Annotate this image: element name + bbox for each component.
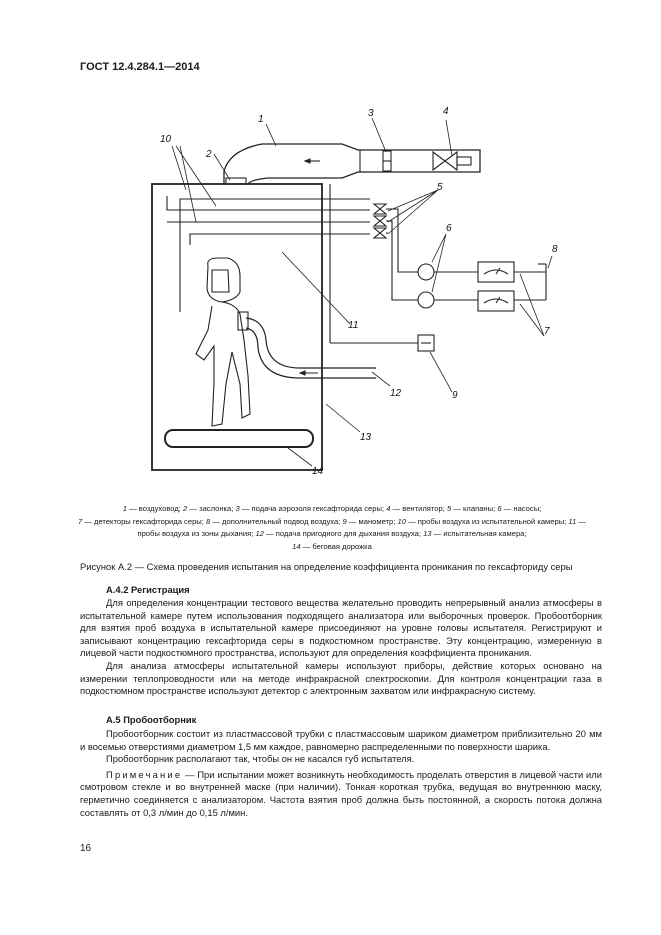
detector-1 xyxy=(478,262,514,282)
legend-item: 2 — заслонка; xyxy=(183,504,234,513)
callout-14: 14 xyxy=(312,466,324,477)
legend-item: 11 — пробы воздуха из зоны дыхания; xyxy=(137,516,587,539)
legend-item: 13 — испытательная камера; xyxy=(423,529,527,539)
test-subject xyxy=(196,258,250,426)
callout-13: 13 xyxy=(360,432,372,443)
callout-12: 12 xyxy=(390,388,402,399)
callout-8: 8 xyxy=(552,244,558,255)
callout-4: 4 xyxy=(443,106,449,117)
legend-item: 10 — пробы воздуха из испытательной камеры; xyxy=(397,516,567,526)
figure-caption: Рисунок А.2 — Схема проведения испытания на определение коэффициента проникания по гексафториду серы xyxy=(80,561,573,572)
legend-item: 7 — детекторы гексафторида серы; xyxy=(77,516,204,526)
section-heading: А.4.2 Регистрация xyxy=(106,584,190,595)
legend-item: 4 — вентилятор; xyxy=(386,504,445,513)
callout-1: 1 xyxy=(258,114,264,125)
note-label: Примечание xyxy=(106,768,183,780)
note xyxy=(80,769,602,819)
treadmill xyxy=(165,430,313,447)
page-number: 16 xyxy=(80,843,92,854)
test-chamber xyxy=(152,184,322,470)
callout-7: 7 xyxy=(544,326,550,337)
legend-item: 8 — дополнительный подвод воздуха; xyxy=(205,516,341,526)
paragraph: Пробоотборник состоит из пластмассовой трубки с пластмассовым шариком диаметром приблизительно 20 мм и восемью отверстиями диаметром 1,5 мм каждое, равномерно распределенными по поверхности шарика. xyxy=(80,728,602,752)
legend-item: 14 — беговая дорожка xyxy=(292,541,372,551)
legend-item: 12 — подача пригодного для дыхания воздуха; xyxy=(255,529,421,539)
fan xyxy=(433,152,457,170)
callout-10: 10 xyxy=(160,134,172,145)
section-a5-body xyxy=(80,728,602,819)
pump-1 xyxy=(418,264,434,280)
legend-item: 3 — подача аэрозоля гексафторида серы; xyxy=(235,504,385,513)
callout-6: 6 xyxy=(446,223,452,234)
figure-legend xyxy=(72,503,592,553)
detector-2 xyxy=(478,291,514,311)
valves xyxy=(374,204,386,238)
section-a42-body xyxy=(80,597,602,698)
legend-item: 6 — насосы; xyxy=(497,504,542,513)
paragraph: Для анализа атмосферы испытательной камеры используют приборы, действие которых основано на измерении теплопроводности или на методе инфракрасной спектроскопии. Для контроля концентрации газа в подкостюмном пространстве используют детектор с электронным захватом или инфракрасную систему. xyxy=(80,659,602,697)
callout-11: 11 xyxy=(348,320,359,331)
section-heading: А.5 Пробоотборник xyxy=(106,714,197,725)
callout-9: 9 xyxy=(452,390,458,401)
note-text: — При испытании может возникнуть необходимость проделать отверстия в лицевой части или смотровом стекле и во внутренней маске (при наличии). Тонкая короткая трубка, ведущая во внутреннюю маску, герметично соединяется с анализатором. Частота взятия проб должна быть постоянной, а скорость потока должна составлять от 0,3 л/мин до 0,15 л/мин. xyxy=(80,768,602,818)
legend-item: 1 — воздуховод; xyxy=(122,504,181,513)
pump-2 xyxy=(418,292,434,308)
callout-5: 5 xyxy=(437,182,443,193)
legend-item: 5 — клапаны; xyxy=(446,504,496,513)
callout-2: 2 xyxy=(206,149,212,160)
callout-3: 3 xyxy=(368,108,374,119)
paragraph: Пробоотборник располагают так, чтобы он не касался губ испытателя. xyxy=(106,753,415,765)
paragraph: Для определения концентрации тестового вещества желательно проводить непрерывный анализ атмосферы в испытательной камере путем использования подходящего анализатора или выборочных проверок. Пробоотборник для взятия проб воздуха в испытательной камере присоединяют на уровне головы испытателя. Регистрируют и записывают концентрацию гексафторида серы в подкостюмном пространстве. Эту концентрацию, измеренную в лицевой части подкостюмного пространства, используют для определения коэффициента проникания. xyxy=(80,597,602,659)
document-header: ГОСТ 12.4.284.1—2014 xyxy=(80,61,200,73)
legend-item: 9 — манометр; xyxy=(342,516,396,526)
